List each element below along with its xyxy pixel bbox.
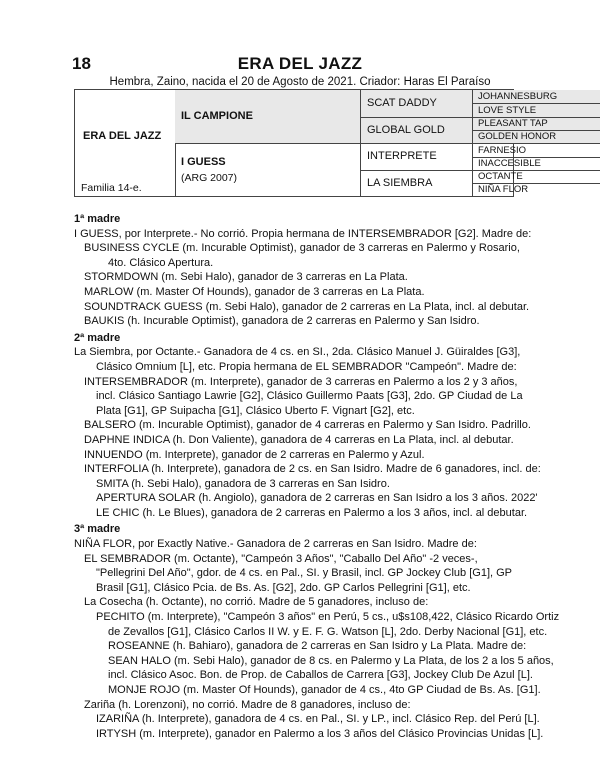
produce-line: LE CHIC (h. Le Blues), ganadora de 2 carreras en Palermo a los 3 años, incl. al debutar. <box>96 506 528 519</box>
pedigree-gen4-name: OCTANTE <box>478 171 523 182</box>
produce-line: APERTURA SOLAR (h. Angiolo), ganadora de 2 carreras en San Isidro a los 3 años. 2022' <box>96 492 538 505</box>
pedigree-family: Familia 14-e. <box>81 182 142 194</box>
produce-line: EL SEMBRADOR (m. Octante), "Campeón 3 Años", "Caballo Del Año" -2 veces-, <box>84 552 478 565</box>
lot-number: 18 <box>72 54 91 73</box>
pedigree-dam: I GUESS <box>181 156 226 168</box>
pedigree-gen4-cell <box>473 90 600 104</box>
horse-subtitle: Hembra, Zaino, nacida el 20 de Agosto de 2021. Criador: Haras El Paraíso <box>109 76 491 88</box>
pedigree-horse-cell <box>75 90 176 196</box>
section-heading: 1ª madre <box>74 213 121 225</box>
produce-line: La Siembra, por Octante.- Ganadora de 4 cs. en SI., 2da. Clásico Manuel J. Güiraldes [G3], <box>74 346 521 359</box>
pedigree-gen3-name: LA SIEMBRA <box>367 177 433 189</box>
pedigree-dam-cell <box>175 144 361 196</box>
produce-line: Zariña (h. Lorenzoni), no corrió. Madre de 8 ganadores, incluso de: <box>84 698 411 711</box>
pedigree-gen4-name: PLEASANT TAP <box>478 118 548 129</box>
pedigree-dam-note: (ARG 2007) <box>181 172 238 184</box>
produce-line: SMITA (h. Sebi Halo), ganadora de 3 carreras en San Isidro. <box>96 477 390 490</box>
pedigree-gen4-cell <box>473 118 600 131</box>
pedigree-gen4-name: INACCESIBLE <box>478 158 541 169</box>
pedigree-gen3-cell <box>361 171 473 196</box>
produce-line: 4to. Clásico Apertura. <box>108 256 214 269</box>
produce-line: BAUKIS (h. Incurable Optimist), ganadora de 2 carreras en Palermo y San Isidro. <box>84 315 480 328</box>
pedigree-gen4-cell <box>473 144 600 158</box>
produce-line: ROSEANNE (h. Bahiaro), ganadora de 2 carreras en San Isidro y La Plata. Madre de: <box>108 640 527 653</box>
pedigree-gen3-name: SCAT DADDY <box>367 97 437 109</box>
pedigree-sire-cell <box>175 90 361 144</box>
pedigree-gen4-cell <box>473 184 600 196</box>
produce-line: Brasil [G1], Clásico Pcia. de Bs. As. [G2], 2do. GP Carlos Pellegrini [G1], etc. <box>96 581 471 594</box>
pedigree-gen3-cell <box>361 118 473 144</box>
pedigree-gen4-cell <box>473 104 600 118</box>
produce-line: I GUESS, por Interprete.- No corrió. Propia hermana de INTERSEMBRADOR [G2]. Madre de: <box>74 227 532 240</box>
pedigree-sire: IL CAMPIONE <box>181 110 253 122</box>
produce-line: INTERSEMBRADOR (m. Interprete), ganador de 3 carreras en Palermo a los 2 y 3 años, <box>84 375 518 388</box>
produce-line: SEAN HALO (m. Sebi Halo), ganador de 8 cs. en Palermo y La Plata, de los 2 a los 5 años, <box>108 654 554 667</box>
produce-line: BALSERO (m. Incurable Optimist), ganador de 4 carreras en Palermo y San Isidro. Padrillo. <box>84 419 531 432</box>
produce-line: de Zevallos [G1], Clásico Carlos II W. y E. F. G. Watson [L], 2do. Derby Nacional [G1], etc. <box>108 625 548 638</box>
produce-line: IZARIÑA (h. Interprete), ganadora de 4 cs. en Pal., SI. y LP., incl. Clásico Rep. del Perú [L]. <box>96 713 540 726</box>
produce-line: IRTYSH (m. Interprete), ganador en Palermo a los 3 años del Clásico Provincias Unidas [L]. <box>96 727 544 740</box>
section-heading: 3ª madre <box>74 523 121 536</box>
produce-line: MARLOW (m. Master Of Hounds), ganador de 3 carreras en La Plata. <box>84 285 425 298</box>
pedigree-gen4-name: NIÑA FLOR <box>478 184 529 195</box>
pedigree-gen3-cell <box>361 144 473 171</box>
produce-line: MONJE ROJO (m. Master Of Hounds), ganador de 4 cs., 4to GP Ciudad de Bs. As. [G1]. <box>108 684 541 696</box>
pedigree-gen3-cell <box>361 90 473 118</box>
produce-line: Plata [G1], GP Suipacha [G1], Clásico Uberto F. Vignart [G2], etc. <box>96 404 415 417</box>
produce-line: incl. Clásico Asoc. Bon. de Prop. de Caballos de Carrera [G3], Jockey Club De Azul [L]. <box>108 669 533 682</box>
produce-line: NIÑA FLOR, por Exactly Native.- Ganadora de 2 carreras en San Isidro. Madre de: <box>74 538 477 551</box>
produce-line: INNUENDO (m. Interprete), ganador de 2 carreras en Palermo y Azul. <box>84 448 425 461</box>
section-heading: 2ª madre <box>74 331 121 344</box>
pedigree-gen3-name: GLOBAL GOLD <box>367 124 445 136</box>
produce-line: La Cosecha (h. Octante), no corrió. Madre de 5 ganadores, incluso de: <box>84 596 429 609</box>
pedigree-gen4-name: FARNESIO <box>478 145 527 156</box>
pedigree-gen4-name: GOLDEN HONOR <box>478 131 557 142</box>
horse-name-title: ERA DEL JAZZ <box>237 54 363 73</box>
pedigree-gen4-name: LOVE STYLE <box>478 105 537 116</box>
pedigree-gen4-cell <box>473 131 600 144</box>
produce-line: INTERFOLIA (h. Interprete), ganadora de 2 cs. en San Isidro. Madre de 6 ganadores, incl. de: <box>84 463 541 476</box>
produce-line: "Pellegrini Del Año", gdor. de 4 cs. en Pal., SI. y Brasil, incl. GP Jockey Club [G1], GP <box>96 567 513 580</box>
pedigree-gen4-cell <box>473 158 600 171</box>
pedigree-gen3-name: INTERPRETE <box>367 150 437 162</box>
produce-line: incl. Clásico Santiago Lawrie [G2], Clásico Guillermo Paats [G3], 2do. GP Ciudad de La <box>96 390 523 403</box>
pedigree-gen4-name: JOHANNESBURG <box>478 91 558 102</box>
produce-line: DAPHNE INDICA (h. Don Valiente), ganadora de 4 carreras en La Plata, incl. al debutar. <box>84 433 514 446</box>
pedigree-gen4-cell <box>473 171 600 184</box>
produce-line: BUSINESS CYCLE (m. Incurable Optimist), ganador de 3 carreras en Palermo y Rosario, <box>84 242 520 255</box>
produce-line: STORMDOWN (m. Sebi Halo), ganador de 3 carreras en La Plata. <box>84 271 408 284</box>
produce-line: SOUNDTRACK GUESS (m. Sebi Halo), ganador de 2 carreras en La Plata, incl. al debutar. <box>84 300 530 313</box>
produce-record <box>74 210 560 741</box>
pedigree-horse-name: ERA DEL JAZZ <box>83 130 162 142</box>
pedigree-table <box>74 89 558 197</box>
produce-line: Clásico Omnium [L], etc. Propia hermana de EL SEMBRADOR "Campeón". Madre de: <box>96 360 517 373</box>
produce-line: PECHITO (m. Interprete), "Campeón 3 años" en Perú, 5 cs., u$s108,422, Clásico Ricardo Ortiz <box>96 611 560 624</box>
